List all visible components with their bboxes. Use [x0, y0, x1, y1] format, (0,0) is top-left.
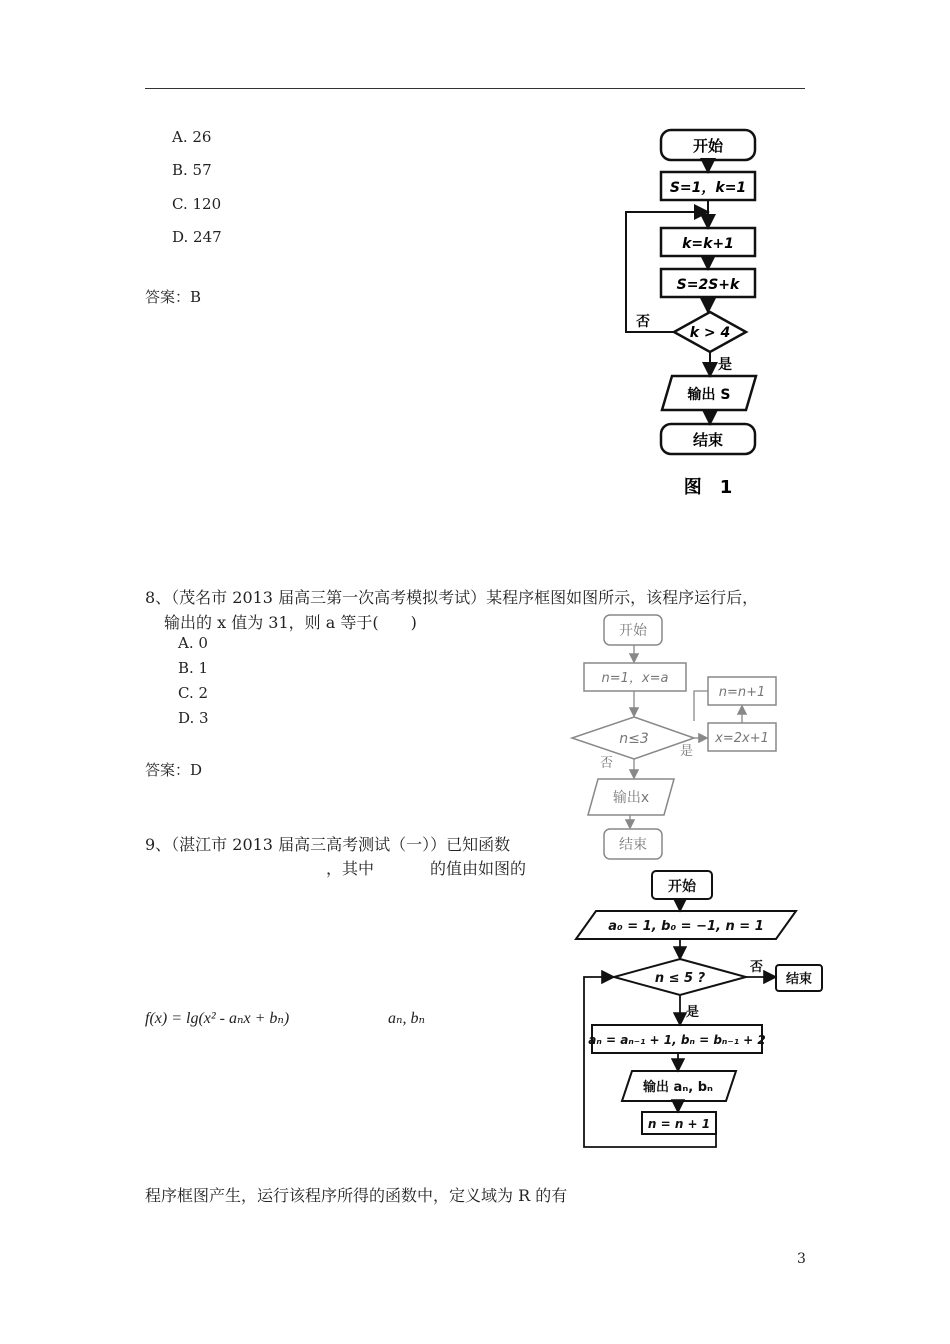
fc3-init-label: a₀ = 1, b₀ = −1, n = 1: [608, 919, 764, 934]
fc2-output-label: 输出x: [612, 790, 650, 806]
q8-option-c: C. 2: [178, 684, 209, 702]
q7-option-c: C. 120: [172, 195, 222, 213]
q8-option-a: A. 0: [178, 634, 208, 652]
flowchart-figure-2: [560, 605, 795, 865]
q9-stem-line2-a: ，其中: [326, 859, 375, 878]
fc2-yes-label: 是: [680, 744, 694, 759]
fc2-no-label: 否: [600, 756, 614, 771]
q8-stem-line1: 8、（茂名市 2013 届高三第一次高考模拟考试）某程序框图如图所示，该程序运行后，: [145, 588, 759, 607]
fc3-cond-label: n ≤ 5 ?: [654, 971, 706, 986]
q8-stem-line2: 输出的 x 值为 31，则 a 等于( ): [164, 613, 417, 632]
q9-formula: f(x) = lg(x² - aₙx + bₙ): [145, 1010, 290, 1027]
fc1-cond-label: k > 4: [689, 325, 731, 341]
fc1-end-label: 结束: [692, 431, 724, 449]
q9-stem-line2-b: 的值由如图的: [430, 859, 527, 878]
q7-option-d: D. 247: [172, 228, 222, 246]
fc1-no-label: 否: [636, 314, 650, 330]
fc1-step1-label: k=k+1: [682, 236, 734, 252]
page-number: 3: [797, 1251, 806, 1267]
q9-stem-line1: 9、（湛江市 2013 届高三高考测试（一））已知函数: [145, 835, 511, 854]
flowchart-figure-1: [600, 120, 800, 510]
fc3-output-label: 输出 aₙ, bₙ: [643, 1080, 713, 1095]
q8-option-d: D. 3: [178, 709, 209, 727]
q9-stem-line3: 程序框图产生，运行该程序所得的函数中，定义域为 R 的有: [145, 1186, 568, 1205]
fc1-output-label: 输出 S: [687, 387, 731, 403]
q8-answer: 答案：D: [145, 761, 203, 779]
q7-option-b: B. 57: [172, 161, 212, 179]
fc3-end-label: 结束: [785, 972, 813, 987]
fc1-step2-label: S=2S+k: [676, 277, 740, 293]
q9-params: aₙ, bₙ: [388, 1010, 425, 1027]
fc3-start-label: 开始: [668, 879, 696, 895]
q8-option-b: B. 1: [178, 659, 209, 677]
fc1-start-label: 开始: [692, 137, 724, 155]
fc1-caption: 图 1: [683, 477, 733, 498]
fc1-init-label: S=1，k=1: [669, 180, 747, 196]
fc3-assign-label: aₙ = aₙ₋₁ + 1, bₙ = bₙ₋₁ + 2: [588, 1033, 766, 1047]
header-rule: [145, 88, 805, 89]
fc3-no-label: 否: [750, 960, 764, 975]
fc3-incr-label: n = n + 1: [647, 1117, 711, 1131]
fc2-updn-label: n=n+1: [718, 685, 766, 700]
fc2-cond-label: n≤3: [619, 731, 649, 747]
q7-option-a: A. 26: [172, 128, 212, 146]
fc3-yes-label: 是: [686, 1005, 700, 1020]
fc2-updx-label: x=2x+1: [715, 731, 769, 746]
flowchart-figure-3: [570, 865, 835, 1155]
fc2-end-label: 结束: [619, 837, 647, 853]
fc2-start-label: 开始: [619, 623, 647, 639]
q7-answer: 答案：B: [145, 288, 202, 306]
fc2-init-label: n=1，x=a: [601, 671, 669, 686]
fc1-yes-label: 是: [718, 357, 732, 373]
